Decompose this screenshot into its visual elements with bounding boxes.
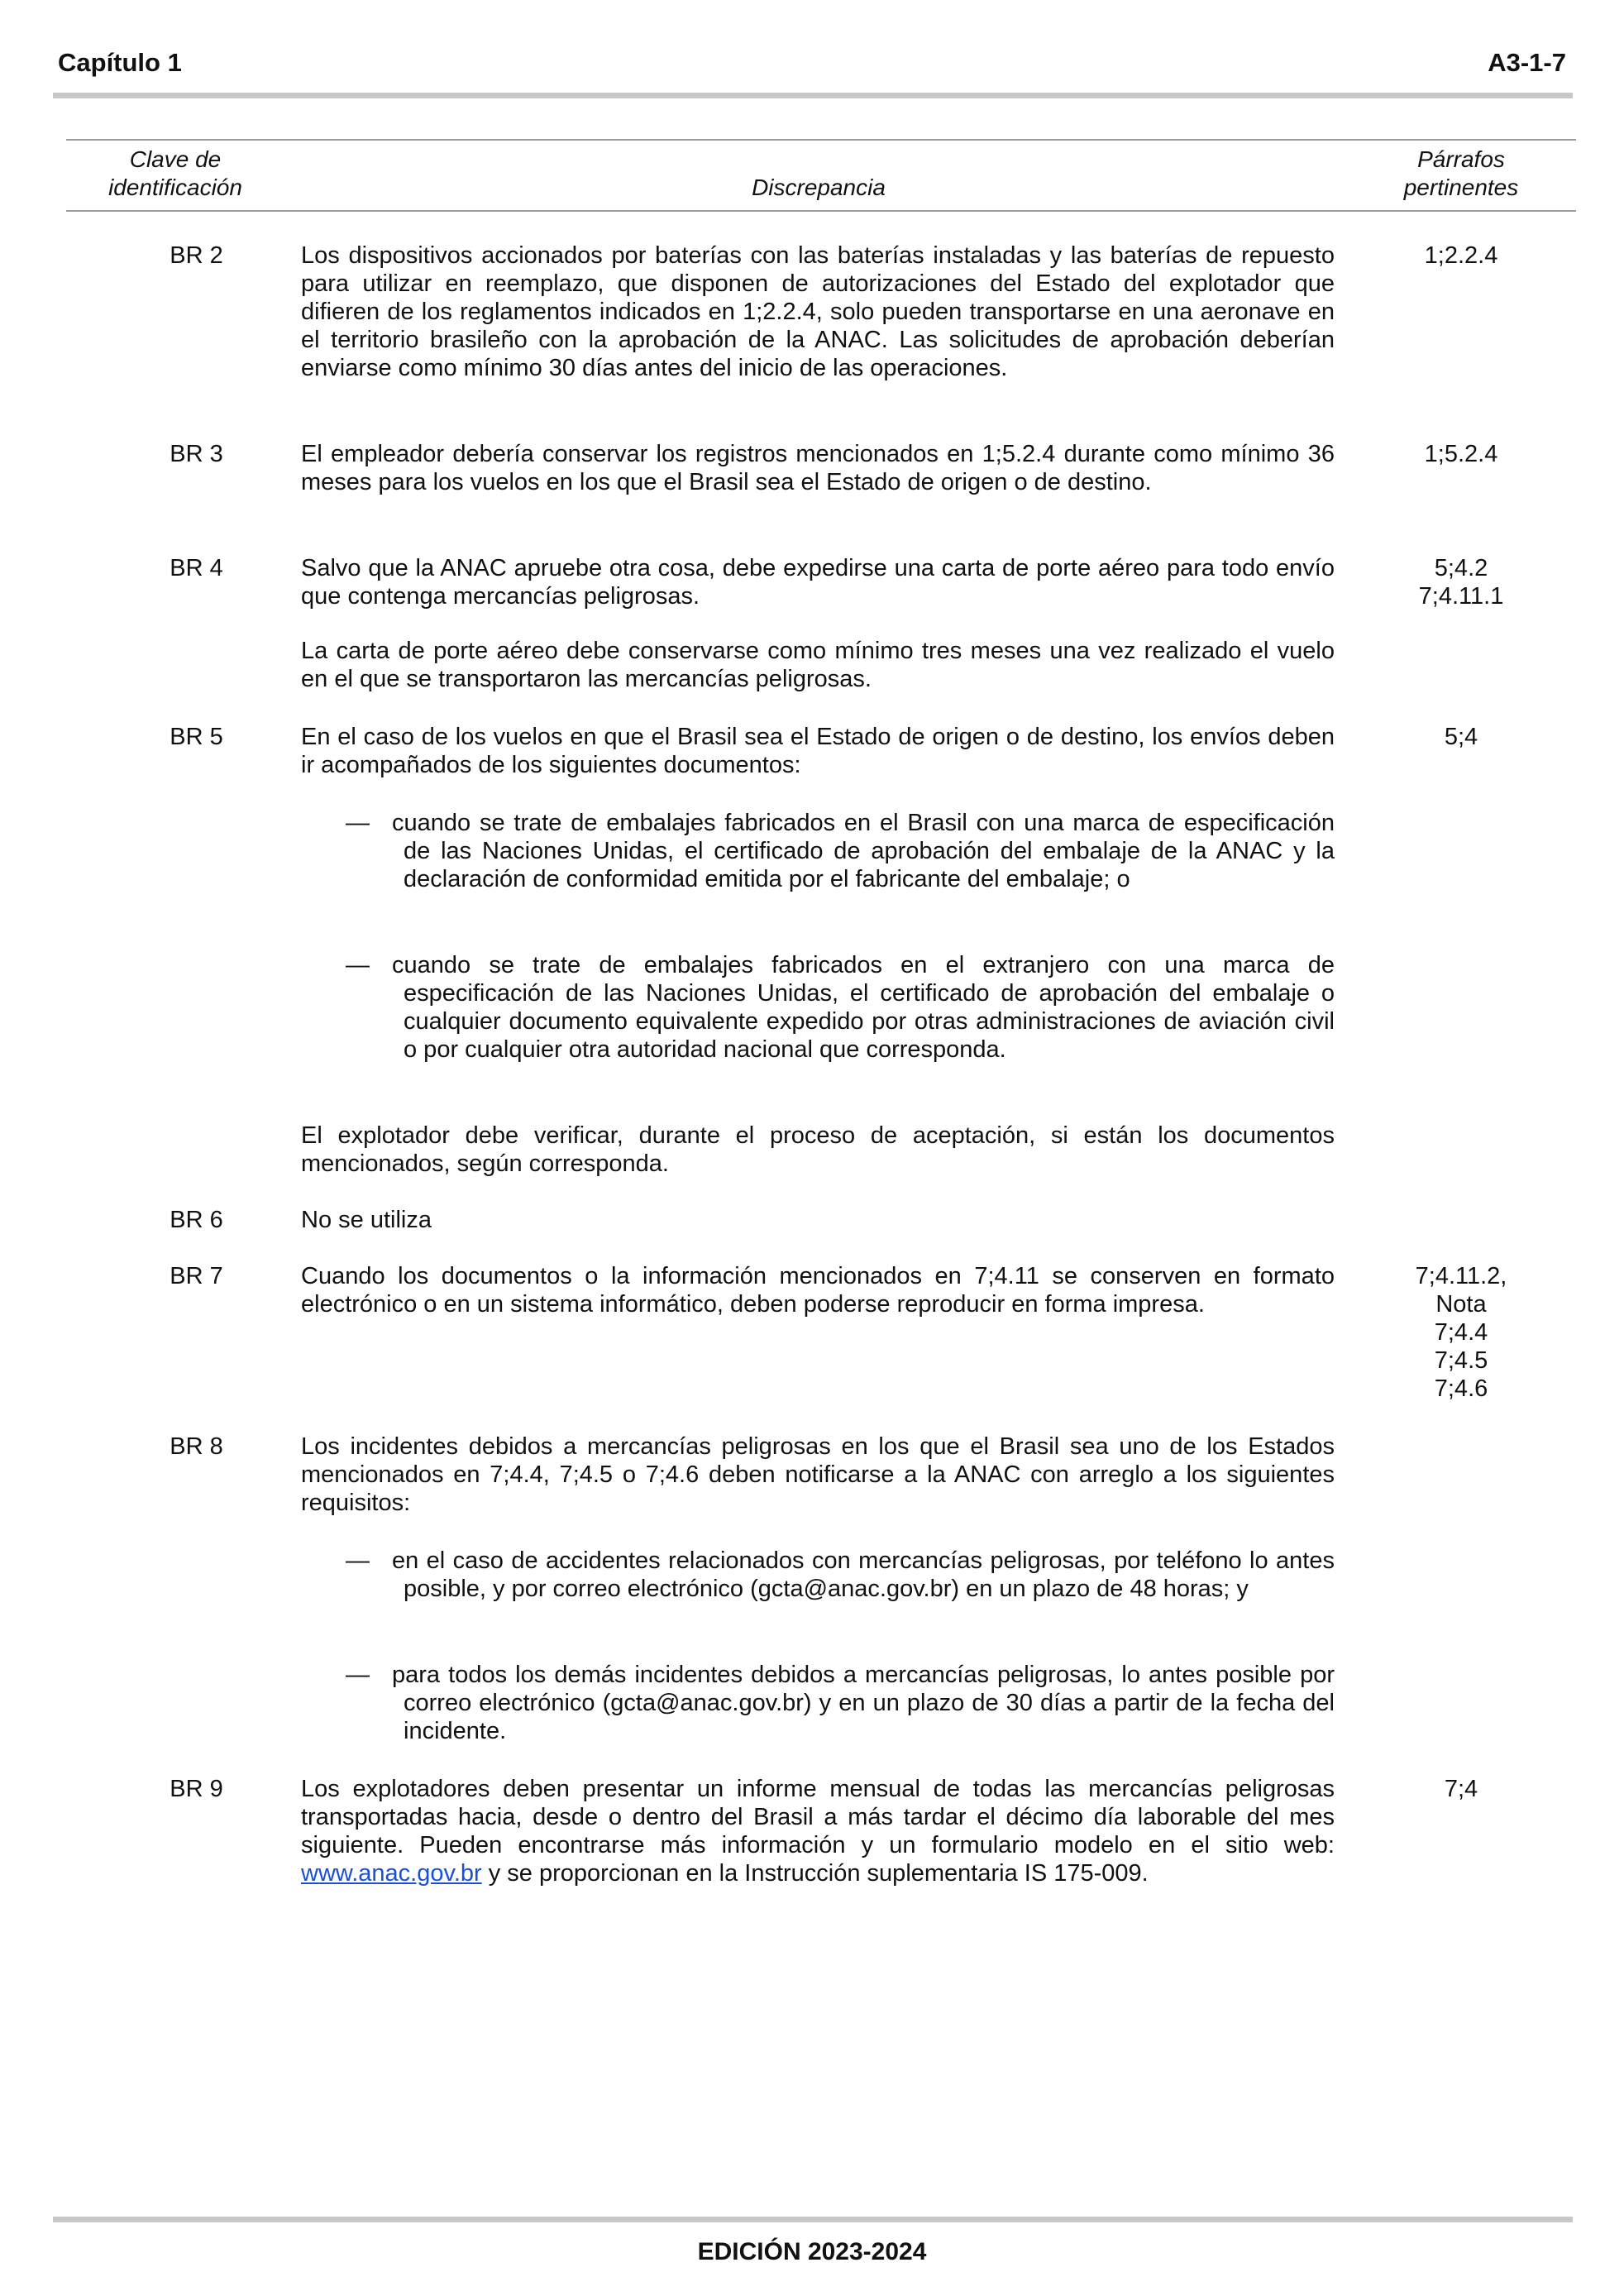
page-header — [58, 48, 1566, 84]
row-text-br4-second: La carta de porte aéreo debe conservarse como mínimo tres meses una vez realizado el vuelo en el que se transportaron las mercancías peligrosas. — [301, 638, 1335, 692]
column-header-key — [76, 146, 275, 202]
column-header-para-line2: pertinentes — [1403, 175, 1519, 200]
row-bullet-br5-first-text: cuando se trate de embalajes fabricados en el Brasil con una marca de especificación de las Naciones Unidas, el certificado de aprobación del embalaje de la ANAC y la declaración de conformidad emitida por el fabricante del embalaje; o — [392, 810, 1335, 892]
bullet-dash: — — [346, 952, 370, 978]
row-text-br5-closing: El explotador debe verificar, durante el proceso de aceptación, si están los documentos mencionados, según corresponda. — [301, 1122, 1335, 1177]
row-para-br7-line3: 7;4.4 — [1434, 1319, 1488, 1346]
column-header-paragraphs — [1341, 146, 1581, 202]
row-para-br4-line1: 5;4.2 — [1434, 555, 1488, 581]
table-header-divider — [66, 210, 1576, 212]
row-para-br7-line1: 7;4.11.2, — [1415, 1263, 1507, 1289]
row-para-br9: 7;4 — [1444, 1776, 1478, 1802]
anac-website-link[interactable]: www.anac.gov.br — [301, 1860, 482, 1887]
row-key-br5: BR 5 — [170, 724, 223, 750]
row-para-br4 — [1341, 554, 1581, 610]
column-header-discrepancy: Discrepancia — [752, 175, 886, 200]
row-key-br4: BR 4 — [170, 555, 223, 581]
row-text-br6: No se utiliza — [301, 1207, 432, 1233]
row-text-br9 — [301, 1775, 1335, 1887]
column-header-para-line1: Párrafos — [1417, 146, 1505, 172]
row-key-br6: BR 6 — [170, 1207, 223, 1233]
row-bullet-br5-first — [346, 809, 1335, 893]
bullet-dash: — — [346, 1662, 370, 1688]
row-bullet-br5-second — [346, 951, 1335, 1064]
row-key-br2: BR 2 — [170, 242, 223, 269]
table-top-divider — [66, 139, 1576, 141]
row-para-br7-line2: Nota — [1435, 1291, 1487, 1318]
row-text-br8-intro: Los incidentes debidos a mercancías peligrosas en los que el Brasil sea uno de los Estados mencionados en 7;4.4, 7;4.5 o 7;4.6 deben notificarse a la ANAC con arreglo a los siguientes requisitos: — [301, 1433, 1335, 1516]
column-header-key-line1: Clave de — [129, 146, 222, 172]
row-text-br3: El empleador debería conservar los registros mencionados en 1;5.2.4 durante como mínimo 36 meses para los vuelos en los que el Brasil sea el Estado de origen o de destino. — [301, 441, 1335, 495]
row-bullet-br8-first — [346, 1547, 1335, 1603]
row-bullet-br8-second-text: para todos los demás incidentes debidos a mercancías peligrosas, lo antes posible por correo electrónico (gcta@anac.gov.br) y en un plazo de 30 días a partir de la fecha del incidente. — [392, 1662, 1335, 1744]
row-key-br7: BR 7 — [170, 1263, 223, 1289]
row-text-br5-intro: En el caso de los vuelos en que el Brasil sea el Estado de origen o de destino, los envíos deben ir acompañados de los siguientes documentos: — [301, 724, 1335, 778]
bullet-dash: — — [346, 1547, 370, 1574]
page-reference: A3-1-7 — [1488, 48, 1566, 77]
row-text-br7: Cuando los documentos o la información mencionados en 7;4.11 se conserven en formato electrónico o en un sistema informático, deben poderse reproducir en forma impresa. — [301, 1263, 1335, 1318]
row-bullet-br8-first-text: en el caso de accidentes relacionados con mercancías peligrosas, por teléfono lo antes posible, y por correo electrónico (gcta@anac.gov.br) en un plazo de 48 horas; y — [392, 1547, 1335, 1602]
row-text-br4-first: Salvo que la ANAC apruebe otra cosa, debe expedirse una carta de porte aéreo para todo envío que contenga mercancías peligrosas. — [301, 555, 1335, 610]
row-para-br4-line2: 7;4.11.1 — [1418, 583, 1504, 610]
header-divider — [53, 93, 1573, 98]
chapter-title: Capítulo 1 — [58, 48, 182, 77]
row-para-br7-line4: 7;4.5 — [1434, 1347, 1488, 1374]
row-para-br3: 1;5.2.4 — [1424, 441, 1498, 467]
row-text-br9-before: Los explotadores deben presentar un informe mensual de todas las mercancías peligrosas transportadas hacia, desde o dentro del Brasil a más tardar el décimo día laborable del mes siguiente. Pueden encontrarse más información y un formulario modelo en el sitio web: — [301, 1776, 1335, 1858]
bullet-dash: — — [346, 810, 370, 836]
edition-footer: EDICIÓN 2023-2024 — [697, 2238, 927, 2265]
row-para-br7-line5: 7;4.6 — [1434, 1375, 1488, 1402]
row-text-br2: Los dispositivos accionados por baterías con las baterías instaladas y las baterías de repuesto para utilizar en reemplazo, que disponen de autorizaciones del Estado del explotador que difieren de los reglamentos indicados en 1;2.2.4, solo pueden transportarse en una aeronave en el territorio brasileño con la aprobación de la ANAC. Las solicitudes de aprobación deberían enviarse como mínimo 30 días antes del inicio de las operaciones. — [301, 242, 1335, 381]
row-key-br9: BR 9 — [170, 1776, 223, 1802]
row-key-br8: BR 8 — [170, 1433, 223, 1460]
footer-divider — [53, 2217, 1573, 2222]
row-bullet-br8-second — [346, 1661, 1335, 1745]
row-para-br2: 1;2.2.4 — [1424, 242, 1498, 269]
row-para-br5: 5;4 — [1444, 724, 1478, 750]
row-bullet-br5-second-text: cuando se trate de embalajes fabricados en el extranjero con una marca de especificación de las Naciones Unidas, el certificado de aprobación del embalaje o cualquier documento equivalente expedido por otras administraciones de aviación civil o por cualquier otra autoridad nacional que corresponda. — [392, 952, 1335, 1063]
row-key-br3: BR 3 — [170, 441, 223, 467]
row-text-br9-after: y se proporcionan en la Instrucción suplementaria IS 175-009. — [481, 1860, 1149, 1887]
column-header-key-line2: identificación — [108, 175, 242, 200]
row-para-br7 — [1341, 1262, 1581, 1403]
